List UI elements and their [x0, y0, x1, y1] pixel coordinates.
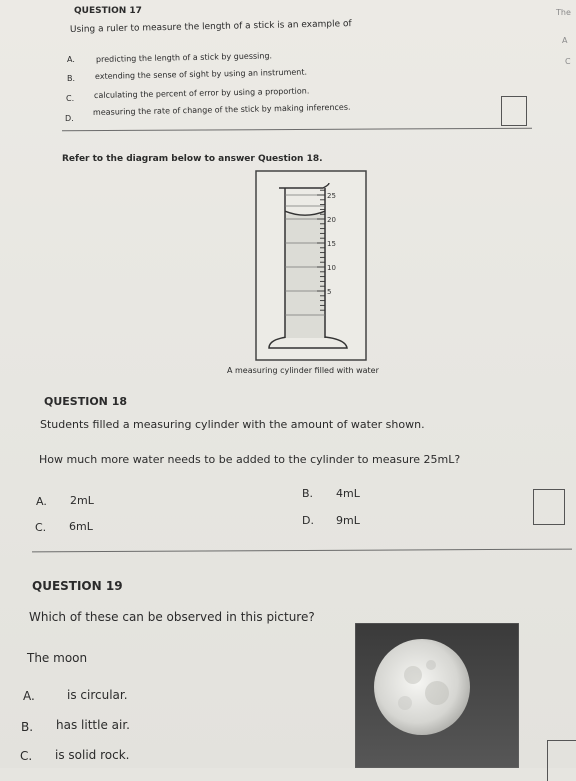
q19-option-c-letter: C.: [20, 749, 33, 763]
q18-option-b-text: 4mL: [336, 487, 360, 500]
q17-option-a-text: predicting the length of a stick by guessing.: [95, 51, 273, 64]
q17-option-d-text: measuring the rate of change of the stick by making inferences.: [92, 102, 351, 117]
diagram-intro: Refer to the diagram below to answer Question 18.: [62, 154, 323, 164]
q18-option-a-text: 2mL: [70, 494, 94, 507]
q18-divider: [32, 549, 572, 553]
q18-option-b-letter: B.: [302, 487, 314, 500]
q19-option-b-letter: B.: [21, 720, 34, 734]
q17-answer-box[interactable]: [501, 96, 527, 126]
q17-divider: [62, 128, 532, 131]
scale-label: 10: [327, 264, 336, 272]
q18-option-c-text: 6mL: [69, 520, 93, 533]
q19-answer-box[interactable]: [547, 740, 576, 781]
measuring-cylinder-diagram: [255, 170, 367, 362]
q18-option-d-text: 9mL: [336, 514, 360, 527]
cylinder-water: [285, 214, 325, 338]
q19-heading: QUESTION 19: [32, 579, 123, 593]
moon-crater: [425, 681, 449, 705]
moon-disk: [374, 639, 470, 735]
moon-photo: [355, 623, 519, 768]
scale-label: 15: [327, 240, 336, 248]
q17-option-b-text: extending the sense of sight by using an instrument.: [94, 67, 308, 81]
q19-option-b-text: has little air.: [56, 718, 130, 732]
q18-option-a-letter: A.: [36, 495, 47, 508]
q19-subject: The moon: [27, 651, 88, 665]
q18-line2: How much more water needs to be added to the cylinder to measure 25mL?: [39, 453, 461, 466]
margin-note-c: C: [565, 57, 571, 66]
scale-label: 5: [327, 288, 332, 296]
q17-option-b-letter: B.: [67, 74, 76, 83]
q17-stem: Using a ruler to measure the length of a stick is an example of: [69, 19, 352, 35]
scale-label: 20: [327, 216, 336, 224]
diagram-caption: A measuring cylinder filled with water: [227, 366, 379, 375]
q17-option-c-letter: C.: [66, 94, 75, 103]
moon-crater: [398, 696, 412, 710]
q19-stem: Which of these can be observed in this picture?: [29, 610, 315, 624]
q17-option-d-letter: D.: [65, 114, 74, 123]
moon-crater: [404, 666, 422, 684]
q17-heading: QUESTION 17: [74, 6, 142, 16]
margin-note-the: The: [556, 8, 571, 17]
scale-label: 25: [327, 192, 336, 200]
q19-option-a-text: is circular.: [67, 688, 128, 702]
q19-option-c-text: is solid rock.: [55, 748, 130, 762]
q19-option-a-letter: A.: [23, 689, 35, 703]
q17-option-c-text: calculating the percent of error by using a proportion.: [93, 86, 310, 100]
margin-note-a: A: [562, 36, 568, 45]
q18-option-d-letter: D.: [302, 514, 314, 527]
q18-option-c-letter: C.: [35, 521, 47, 534]
q17-option-a-letter: A.: [67, 55, 75, 64]
q18-answer-box[interactable]: [533, 489, 565, 525]
q18-heading: QUESTION 18: [44, 395, 128, 408]
q18-line1: Students filled a measuring cylinder with the amount of water shown.: [40, 418, 425, 431]
moon-crater: [426, 660, 436, 670]
